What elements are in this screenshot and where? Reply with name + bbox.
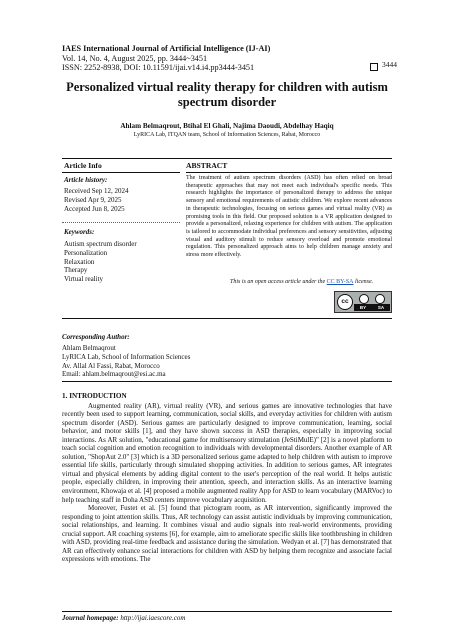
paragraph: Moreover, Fustet et al. [5] found that pictogram room, as AR intervention, significantly improved the responding to joint attention skills. Thus, AR technology can assist autistic individuals by improving communication, social relationships, and learning. It combines visual and audio signals into real-world environments, providing crucial support. AR coaching systems [6], for example, aim to ameliorate specific skills like toothbrushing in children with ASD, providing real-time feedback and assistance during the simulation. Wedyan et al. [7] has demonstrated that AR can effectively enhance social interactions for children with ASD by helping them recognize and associate facial expressions with emotions. The xyxy=(62,504,392,564)
divider xyxy=(62,318,392,319)
person-icon xyxy=(359,294,369,304)
history-received: Received Sep 12, 2024 xyxy=(64,187,129,195)
divider xyxy=(186,172,392,173)
keyword: Autism spectrum disorder xyxy=(64,240,137,248)
paragraph: Augmented reality (AR), virtual reality (VR), and serious games are innovative technologies that have recently been used to support learning, communication, social skills, and everyday activities for children with autism spectrum disorder (ASD). Serious games are particularly designed to improve communication, learning, social behavior, and motor skills [1], and they have shown success in ASD therapies, especially in improving social interactions. As AR solution, "educational game for multisensory stimulation (JeStiMulE)" [2] is a novel platform to teach social cognition and emotion recognition to individuals with developmental disorders. Another example of AR solution, "ShopAut 2.0" [3] which is a 3D personalized serious game adapted to help children with autism to improve essential life skills, particularly through simulated shopping activities. In addition to serious games, AR integrates virtual and physical elements by adding digital content to the user's perception of the real world. It helps autistic people, especially children, in improving their attention, speech, and interaction skills. As an interactive learning environment, Khowaja et al. [4] proposed a mobile augmented reality App for ASD to learn vocabulary (MARVoc) to help teaching staff in Doha ASD centers improve vocabulary acquisition. xyxy=(62,401,392,504)
author-email: Email: ahlam.belmaqrout@esi.ac.ma xyxy=(62,370,166,379)
keyword: Therapy xyxy=(64,266,88,275)
cc-icon: cc xyxy=(337,294,353,310)
share-alike-icon xyxy=(375,294,385,304)
journal-issn: ISSN: 2252-8938, DOI: 10.11591/ijai.v14.i4.pp3444-3451 xyxy=(62,63,255,72)
author-name: Ahlam Belmaqrout xyxy=(62,344,116,352)
history-revised: Revised Apr 9, 2025 xyxy=(64,195,122,204)
journal-homepage: Journal homepage: http://ijai.iaescore.com xyxy=(62,614,186,622)
license-link[interactable]: CC BY-SA xyxy=(326,279,354,285)
corresponding-author xyxy=(62,333,392,379)
page-number: 3444 xyxy=(382,60,397,69)
history-accepted: Accepted Jun 8, 2025 xyxy=(64,204,125,213)
divider xyxy=(62,222,180,223)
keyword: Virtual reality xyxy=(64,275,104,284)
section-heading: 1. INTRODUCTION xyxy=(62,392,127,400)
paper-title: Personalized virtual reality therapy for children with autism spectrum disorder xyxy=(66,80,388,109)
journal-volume: Vol. 14, No. 4, August 2025, pp. 3444~3451 xyxy=(62,54,208,63)
divider xyxy=(62,381,392,382)
affiliation: LyRICA Lab, ITQAN team, School of Information Sciences, Rabat, Morocco xyxy=(133,132,321,138)
page-square-icon xyxy=(370,63,378,71)
license-strip: BY SA xyxy=(354,304,390,311)
cc-license-badge-icon[interactable] xyxy=(334,291,392,313)
author-lab: LyRICA Lab, School of Information Sciences xyxy=(62,352,191,361)
corresponding-label: Corresponding Author: xyxy=(62,333,130,341)
keywords-label: Keywords: xyxy=(64,228,95,236)
introduction-section xyxy=(62,392,392,564)
keyword: Relaxation xyxy=(64,257,95,266)
divider xyxy=(62,172,180,173)
abstract-heading: ABSTRACT xyxy=(186,161,228,170)
homepage-link[interactable]: http://ijai.iaescore.com xyxy=(120,614,186,622)
open-access-note: This is an open access article under the CC BY-SA license. xyxy=(230,279,374,285)
keyword: Personalization xyxy=(64,248,108,257)
author-address: Av. Allal Al Fassi, Rabat, Morocco xyxy=(62,361,160,370)
abstract-text: The treatment of autism spectrum disorders (ASD) has often relied on broad therapeutic approaches that may not meet each individual's specific needs. This research highlights the importance of personalized therapy to address the unique sensory and emotional requirements of autistic children. We explore recent advances in therapeutic technologies, focusing on serious games and virtual reality (VR) as promising tools in this field. Our proposed solution is a VR application designed to provide a personalized, relaxing experience for children with autism. The application is tailored to accommodate individual preferences and sensory sensitivities, adjusting visual and auditory stimuli to reduce sensory overload and promote emotional regulation. This personalized approach aims to help children manage anxiety and stress more effectively. xyxy=(186,175,392,259)
keywords-block xyxy=(64,228,180,284)
divider xyxy=(62,158,392,159)
history-label: Article history: xyxy=(64,176,108,184)
divider xyxy=(62,611,392,612)
journal-name: IAES International Journal of Artificial Intelligence (IJ-AI) xyxy=(62,44,271,53)
article-info-heading: Article Info xyxy=(64,161,102,170)
author-list: Ahlam Belmaqrout, Btihal El Ghali, Najima Daoudi, Abdelhay Haqiq xyxy=(120,122,334,130)
article-history xyxy=(64,176,180,213)
